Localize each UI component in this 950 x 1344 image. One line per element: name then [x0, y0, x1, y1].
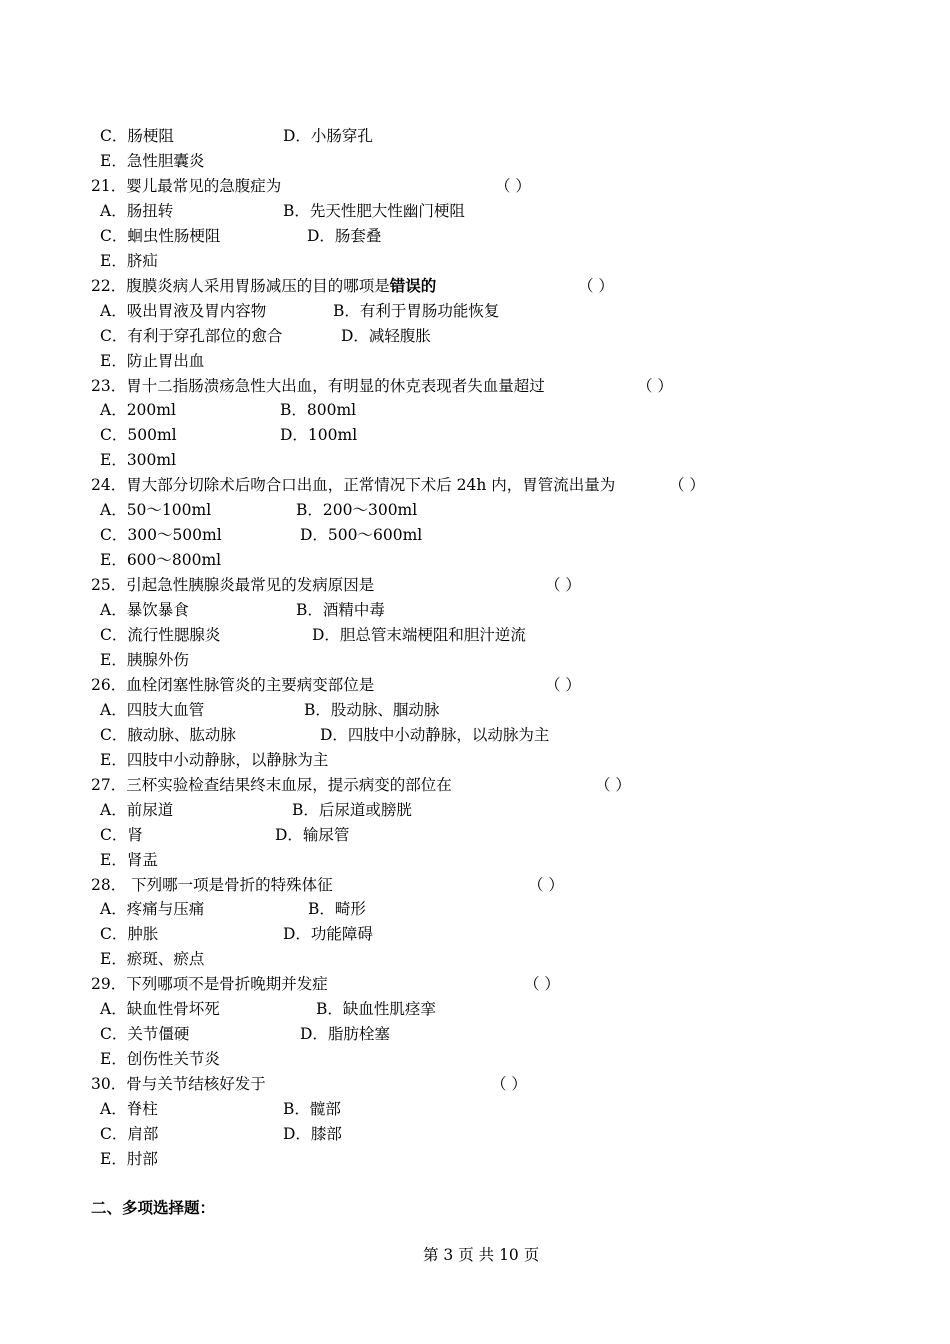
question-stem [91, 1074, 266, 1094]
answer-option: E．瘀斑、瘀点 [100, 950, 205, 969]
answer-option: B．800ml [280, 401, 357, 420]
answer-option: B．畸形 [308, 900, 366, 919]
question-stem [91, 675, 374, 695]
question-text: 27．三杯实验检查结果终末血尿，提示病变的部位在 [91, 775, 452, 794]
answer-option: C．流行性腮腺炎 [100, 626, 221, 644]
answer-option: A．肠扭转 [100, 201, 174, 220]
answer-option: A．200ml [100, 401, 176, 420]
answer-option: B．有利于胃肠功能恢复 [333, 301, 500, 320]
answer-option: C．肿胀 [100, 925, 159, 944]
answer-option: B．酒精中毒 [296, 601, 385, 620]
answer-option: C．肠梗阻 [100, 127, 174, 145]
answer-option: E．创伤性关节炎 [100, 1050, 220, 1069]
answer-option: D．输尿管 [275, 825, 350, 844]
answer-blank[interactable]: （ ） [637, 376, 673, 395]
answer-option: B．先天性肥大性幽门梗阻 [283, 201, 465, 220]
answer-option: E．300ml [100, 451, 177, 470]
answer-option: E．胰腺外伤 [100, 650, 189, 669]
answer-option: B．髋部 [283, 1100, 341, 1119]
answer-option: E．肾盂 [100, 850, 158, 869]
answer-blank[interactable]: （ ） [491, 1075, 527, 1094]
answer-option: E．600～800ml [100, 551, 222, 570]
answer-option: C．关节僵硬 [100, 1025, 190, 1044]
question-text: 30．骨与关节结核好发于 [91, 1075, 266, 1094]
answer-option: A．缺血性骨坏死 [100, 1000, 220, 1019]
answer-blank[interactable]: （ ） [578, 276, 614, 295]
answer-option: B．后尿道或膀胱 [292, 800, 412, 819]
page-footer: 第 3 页 共 10 页 [423, 1246, 540, 1264]
answer-option: A．吸出胃液及胃内容物 [100, 301, 267, 320]
answer-blank[interactable]: （ ） [545, 675, 581, 694]
question-stem [91, 276, 436, 296]
answer-option: A．前尿道 [100, 800, 174, 819]
answer-option: A．脊柱 [100, 1100, 158, 1119]
answer-option: B．股动脉、腘动脉 [304, 700, 440, 719]
answer-option: A．暴饮暴食 [100, 601, 189, 620]
question-text: 25．引起急性胰腺炎最常见的发病原因是 [91, 576, 375, 595]
answer-blank[interactable]: （ ） [495, 176, 531, 195]
answer-option: C．肾 [100, 825, 143, 844]
answer-option: B．缺血性肌痉挛 [316, 1000, 436, 1019]
answer-option: C．腋动脉、肱动脉 [100, 725, 236, 744]
question-stem [91, 974, 328, 994]
answer-blank[interactable]: （ ） [524, 975, 560, 994]
answer-option: C．有利于穿孔部位的愈合 [100, 326, 283, 345]
answer-option: D．肠套叠 [307, 226, 382, 245]
answer-option: A．50～100ml [100, 501, 212, 520]
question-stem [91, 176, 281, 196]
question-stem [91, 575, 374, 595]
answer-option: A．疼痛与压痛 [100, 900, 205, 919]
answer-blank[interactable]: （ ） [669, 476, 705, 495]
answer-option: E．急性胆囊炎 [100, 151, 205, 170]
answer-option: D．四肢中小动静脉，以动脉为主 [320, 725, 550, 744]
question-text: 26．血栓闭塞性脉管炎的主要病变部位是 [91, 675, 375, 694]
question-text: 28． 下列哪一项是骨折的特殊体征 [91, 875, 333, 894]
answer-option: E．四肢中小动静脉，以静脉为主 [100, 750, 329, 769]
question-text: 24．胃大部分切除术后吻合口出血，正常情况下术后 24h 内，胃管流出量为 [91, 476, 616, 495]
question-text: 29．下列哪项不是骨折晚期并发症 [91, 975, 328, 994]
question-text: 23．胃十二指肠溃疡急性大出血，有明显的休克表现者失血量超过 [91, 376, 545, 395]
answer-option: D．500～600ml [300, 526, 423, 545]
answer-blank[interactable]: （ ） [545, 576, 581, 595]
answer-option: E．防止胃出血 [100, 351, 205, 370]
answer-option: C．300～500ml [100, 526, 222, 545]
answer-option: D．胆总管末端梗阻和胆汁逆流 [312, 626, 526, 644]
question-stem [91, 475, 615, 495]
question-text: 21．婴儿最常见的急腹症为 [91, 176, 282, 195]
answer-option: D．小肠穿孔 [283, 127, 373, 145]
answer-option: E．肘部 [100, 1149, 158, 1168]
answer-option: C．蛔虫性肠梗阻 [100, 226, 221, 245]
answer-blank[interactable]: （ ） [528, 875, 564, 894]
answer-option: D．100ml [280, 426, 358, 445]
answer-option: D．脂肪栓塞 [300, 1025, 390, 1044]
question-stem [91, 775, 452, 795]
answer-option: A．四肢大血管 [100, 700, 205, 719]
answer-option: D．膝部 [283, 1125, 342, 1143]
answer-blank[interactable]: （ ） [595, 775, 631, 794]
answer-option: C．肩部 [100, 1125, 159, 1143]
answer-option: C．500ml [100, 426, 177, 445]
question-text: 22．腹膜炎病人采用胃肠减压的目的哪项是 [91, 276, 390, 295]
answer-option: D．功能障碍 [283, 925, 373, 944]
question-stem [91, 875, 333, 895]
question-stem [91, 376, 545, 396]
answer-option: D．减轻腹胀 [341, 326, 431, 345]
answer-option: B．200～300ml [296, 501, 418, 520]
section-heading: 二、多项选择题： [91, 1198, 216, 1217]
question-emphasis: 错误的 [389, 275, 437, 295]
answer-option: E．脐疝 [100, 251, 158, 270]
